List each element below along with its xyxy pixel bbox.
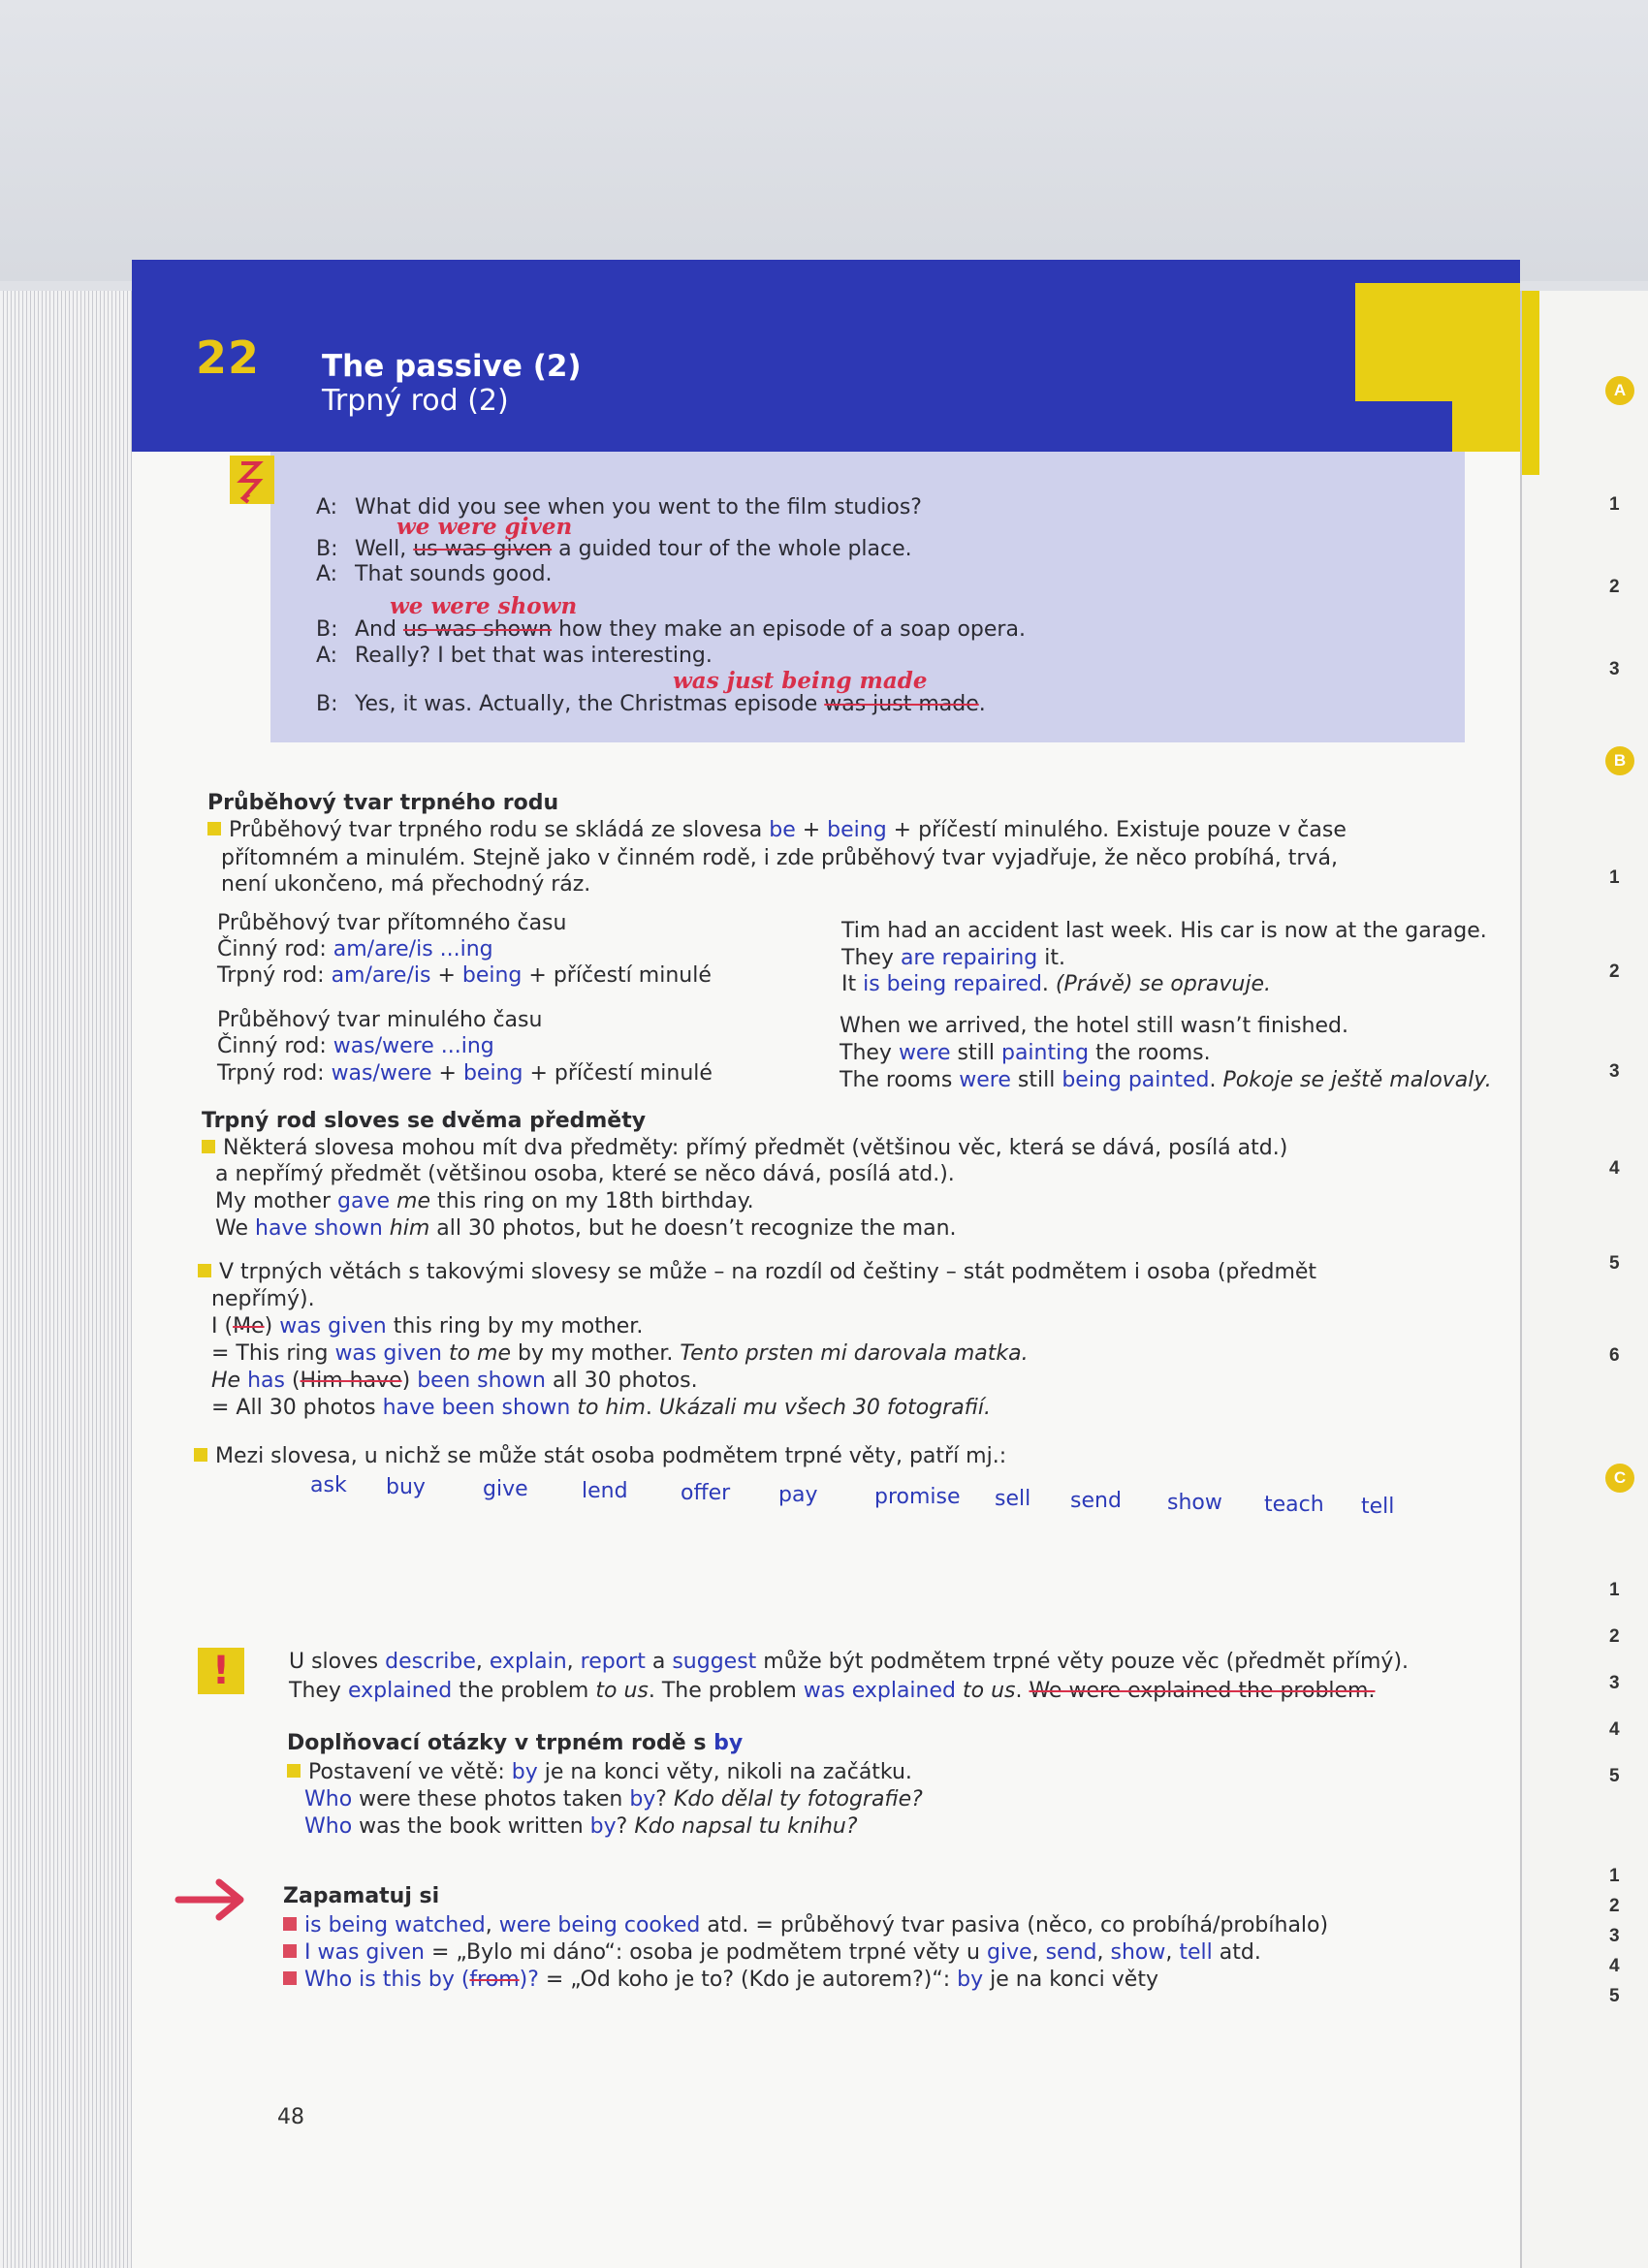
scan-background	[0, 0, 1648, 281]
emphasis: to me	[448, 1341, 511, 1366]
dialogue-line	[316, 644, 713, 668]
rule-text: a nepřímý předmět (většinou osoba, které se něco dává, posílá atd.).	[215, 1162, 955, 1186]
keyword: by	[957, 1968, 984, 1992]
keyword: tell	[1179, 1940, 1213, 1965]
text: ,	[485, 1913, 499, 1937]
text: ,	[566, 1650, 581, 1674]
text: +	[431, 1061, 463, 1086]
line-text: That sounds good.	[355, 562, 553, 586]
example-line: When we arrived, the hotel still wasn’t finished.	[840, 1014, 1348, 1038]
verb-item: promise	[874, 1485, 961, 1509]
exercise-number: 1	[1609, 867, 1620, 888]
text: by my mother.	[511, 1341, 681, 1366]
bullet-square	[194, 1448, 207, 1462]
text: = „Od koho je to? (Kdo je autorem?)“:	[538, 1968, 958, 1992]
text: ,	[1031, 1940, 1046, 1965]
exercise-number: 3	[1609, 1926, 1620, 1946]
text: this ring by my mother.	[386, 1314, 644, 1339]
keyword: have shown	[255, 1216, 383, 1241]
label: Činný rod:	[217, 1034, 333, 1058]
exercise-number: 5	[1609, 1986, 1620, 2006]
keyword: I was given	[304, 1940, 425, 1965]
verb-item: show	[1167, 1491, 1222, 1515]
text: )	[401, 1369, 418, 1393]
remember-heading: Zapamatuj si	[283, 1884, 440, 1908]
rule-text: přítomném a minulém. Stejně jako v činném rodě, i zde průběhový tvar vyjadřuje, že něco probíhá, trvá,	[221, 846, 1338, 870]
text: Mezi slovesa, u nichž se může stát osoba podmětem trpné věty, patří mj.:	[215, 1444, 1007, 1468]
emphasis: him	[389, 1216, 430, 1241]
section-heading	[287, 1731, 743, 1755]
section-heading: Průběhový tvar trpného rodu	[207, 791, 559, 815]
facing-page	[1520, 291, 1648, 2268]
subheading: Průběhový tvar minulého času	[217, 1008, 543, 1032]
text: all 30 photos, but he doesn’t recognize the man.	[429, 1216, 957, 1241]
unit-subtitle: Trpný rod (2)	[322, 384, 509, 418]
text: I (	[211, 1314, 234, 1339]
dialogue-line	[316, 617, 1026, 642]
text: Některá slovesa mohou mít dva předměty: přímý předmět (většinou věc, která se dává, posílá atd.)	[223, 1136, 1288, 1160]
keyword: show	[1110, 1940, 1166, 1965]
section-marker-a: A	[1605, 376, 1634, 405]
text: je na konci věty	[983, 1968, 1158, 1992]
translation: (Právě) se opravuje.	[1055, 972, 1271, 996]
unit-header	[132, 260, 1520, 452]
text: + příčestí minulého. Existuje pouze v čase	[886, 818, 1347, 842]
text: )	[264, 1314, 280, 1339]
keyword: was given	[334, 1341, 442, 1366]
line-text: Yes, it was. Actually, the Christmas episode	[355, 692, 825, 716]
text: They	[289, 1679, 348, 1703]
keyword: being painted	[1062, 1068, 1210, 1092]
translation: Kdo dělal ty fotografie?	[673, 1787, 923, 1811]
handwritten-correction: was just being made	[673, 668, 928, 694]
example-line	[304, 1814, 858, 1839]
line-text: Well,	[355, 537, 414, 561]
arrow-right-icon	[174, 1876, 248, 1923]
exercise-number: 4	[1609, 1956, 1620, 1976]
text: .	[645, 1396, 659, 1420]
keyword: Who is this by (	[304, 1968, 470, 1992]
keyword: were	[898, 1041, 951, 1065]
text: ?	[655, 1787, 674, 1811]
section-heading: Trpný rod sloves se dvěma předměty	[202, 1109, 647, 1133]
example-line	[211, 1314, 643, 1339]
keyword: send	[1045, 1940, 1097, 1965]
handwritten-correction: we were given	[396, 514, 573, 540]
rule-text: není ukončeno, má přechodný ráz.	[221, 872, 591, 897]
textbook-page	[132, 260, 1520, 2268]
text: We	[215, 1216, 255, 1241]
text: Postavení ve větě:	[308, 1760, 512, 1784]
translation: Pokoje se ještě malovaly.	[1222, 1068, 1492, 1092]
line-text: What did you see when you went to the film studios?	[355, 495, 922, 520]
exercise-number: 1	[1609, 1580, 1620, 1600]
line-text: And	[355, 617, 403, 642]
verb-item: send	[1070, 1489, 1122, 1513]
rule-text: nepřímý).	[211, 1287, 315, 1311]
form-row	[217, 1034, 494, 1058]
text: .	[1209, 1068, 1223, 1092]
text: = This ring	[211, 1341, 335, 1366]
text: was the book written	[352, 1814, 590, 1839]
text: the rooms.	[1089, 1041, 1211, 1065]
emphasis: to us	[595, 1679, 649, 1703]
text: = All 30 photos	[211, 1396, 383, 1420]
text: all 30 photos.	[545, 1369, 698, 1393]
label: Trpný rod:	[217, 963, 332, 988]
keyword: am/are/is	[331, 963, 431, 988]
exercise-number: 4	[1609, 1158, 1620, 1179]
example-line	[215, 1189, 754, 1213]
text: the problem	[452, 1679, 596, 1703]
line-text: how they make an episode of a soap opera.	[552, 617, 1026, 642]
text: .	[1015, 1679, 1030, 1703]
verb-item: tell	[1361, 1495, 1395, 1519]
struck-text: from	[469, 1968, 520, 1992]
rule-text	[207, 818, 1347, 842]
keyword: have been shown	[382, 1396, 571, 1420]
keyword: was/were ...ing	[333, 1034, 494, 1058]
translation: Tento prsten mi darovala matka.	[680, 1341, 1029, 1366]
speaker: B:	[316, 537, 338, 561]
text: They	[840, 1041, 899, 1065]
note-text	[289, 1650, 1409, 1674]
text: Průběhový tvar trpného rodu se skládá ze slovesa	[229, 818, 770, 842]
keyword: suggest	[672, 1650, 757, 1674]
bullet-square	[283, 1971, 297, 1985]
example-line	[840, 1068, 1492, 1092]
keyword: by	[629, 1787, 656, 1811]
text: (	[284, 1369, 301, 1393]
text: were these photos taken	[352, 1787, 630, 1811]
keyword: Who	[304, 1814, 353, 1839]
keyword: painting	[1000, 1041, 1090, 1065]
keyword: been shown	[417, 1369, 546, 1393]
dialogue-line	[316, 692, 986, 716]
rule-text	[198, 1260, 1316, 1284]
example-line	[211, 1341, 1029, 1366]
unit-title: The passive (2)	[322, 349, 582, 384]
example-line	[840, 1041, 1211, 1065]
speaker: A:	[316, 562, 338, 586]
text: ?	[616, 1814, 635, 1839]
book-page-edges	[0, 291, 145, 2268]
speaker: A:	[316, 644, 338, 668]
zigzag-icon	[230, 456, 274, 504]
bullet-square	[283, 1944, 297, 1958]
keyword: report	[580, 1650, 646, 1674]
text: a	[645, 1650, 673, 1674]
keyword: by	[511, 1760, 538, 1784]
keyword: was explained	[803, 1679, 956, 1703]
text: .	[1041, 972, 1056, 996]
text: + příčestí minulé	[522, 963, 712, 988]
text: it.	[1037, 946, 1065, 970]
exercise-number: 3	[1609, 1061, 1620, 1082]
bullet-square	[207, 822, 221, 835]
exercise-number: 6	[1609, 1345, 1620, 1366]
example-line	[211, 1396, 991, 1420]
example-line: Tim had an accident last week. His car is now at the garage.	[841, 919, 1487, 943]
text	[442, 1341, 449, 1366]
struck-text: Him have	[300, 1369, 402, 1393]
facing-page-yellow-bar	[1522, 291, 1539, 475]
text	[390, 1189, 396, 1213]
text: still	[1010, 1068, 1062, 1092]
line-text: Really? I bet that was interesting.	[355, 644, 713, 668]
translation: Ukázali mu všech 30 fotografií.	[658, 1396, 991, 1420]
text: +	[430, 963, 462, 988]
text: = „Bylo mi dáno“: osoba je podmětem trpné věty u	[425, 1940, 987, 1965]
bullet-square	[287, 1764, 301, 1778]
exercise-number: 5	[1609, 1766, 1620, 1786]
form-row	[217, 963, 712, 988]
text: They	[841, 946, 901, 970]
keyword: was given	[279, 1314, 387, 1339]
section-marker-c: C	[1605, 1464, 1634, 1493]
keyword: were being cooked	[498, 1913, 701, 1937]
section-marker-b: B	[1605, 746, 1634, 775]
keyword: give	[986, 1940, 1032, 1965]
translation: Kdo napsal tu knihu?	[634, 1814, 858, 1839]
text: this ring on my 18th birthday.	[430, 1189, 754, 1213]
keyword: explain	[489, 1650, 567, 1674]
keyword: was/were	[331, 1061, 432, 1086]
exercise-number: 1	[1609, 494, 1620, 515]
text: je na konci věty, nikoli na začátku.	[537, 1760, 912, 1784]
verb-item: lend	[582, 1479, 628, 1503]
keyword: are repairing	[900, 946, 1038, 970]
emphasis: to us	[962, 1679, 1016, 1703]
text: atd. = průběhový tvar pasiva (něco, co probíhá/probíhalo)	[700, 1913, 1329, 1937]
text: může být podmětem trpné věty pouze věc (předmět přímý).	[756, 1650, 1410, 1674]
exercise-number: 4	[1609, 1719, 1620, 1740]
rule-text	[202, 1136, 1287, 1160]
speaker: A:	[316, 495, 338, 520]
exercise-number: 5	[1609, 1253, 1620, 1274]
keyword: being	[461, 963, 523, 988]
keyword: being	[827, 818, 887, 842]
emphasis: He	[211, 1369, 241, 1393]
keyword: being	[462, 1061, 523, 1086]
form-row	[217, 937, 493, 961]
keyword: is being repaired	[863, 972, 1042, 996]
exercise-number: 2	[1609, 961, 1620, 982]
dialogue-line	[316, 562, 553, 586]
verb-item: buy	[386, 1475, 426, 1499]
dialogue-line	[316, 537, 912, 561]
struck-text: was just made	[824, 692, 979, 716]
label: Trpný rod:	[217, 1061, 332, 1086]
text: Doplňovací otázky v trpném rodě s	[287, 1731, 714, 1755]
exercise-number: 1	[1609, 1866, 1620, 1886]
text: . The problem	[648, 1679, 804, 1703]
keyword: am/are/is ...ing	[333, 937, 493, 961]
keyword: be	[769, 818, 796, 842]
page-number: 48	[277, 2105, 304, 2129]
keyword: by	[589, 1814, 617, 1839]
text: atd.	[1212, 1940, 1261, 1965]
line-text: .	[978, 692, 986, 716]
keyword: explained	[347, 1679, 453, 1703]
line-text: a guided tour of the whole place.	[552, 537, 912, 561]
header-blue-notch	[1355, 401, 1452, 452]
label: Činný rod:	[217, 937, 333, 961]
rule-text	[194, 1444, 1006, 1468]
text: ,	[475, 1650, 490, 1674]
struck-text: us was given	[413, 537, 553, 561]
bullet-square	[202, 1140, 215, 1153]
exercise-number: 3	[1609, 659, 1620, 679]
form-row	[217, 1061, 713, 1086]
note-example	[289, 1679, 1375, 1703]
text: My mother	[215, 1189, 338, 1213]
text: + příčestí minulé	[523, 1061, 713, 1086]
speaker: B:	[316, 692, 338, 716]
emphasis: me	[396, 1189, 431, 1213]
text: The rooms	[840, 1068, 960, 1092]
bullet-square	[198, 1264, 211, 1277]
keyword: by	[713, 1731, 744, 1755]
keyword: gave	[337, 1189, 391, 1213]
keyword: is being watched	[304, 1913, 486, 1937]
text: ,	[1096, 1940, 1111, 1965]
subheading: Průběhový tvar přítomného času	[217, 911, 567, 935]
text: ,	[1165, 1940, 1180, 1965]
keyword: describe	[385, 1650, 476, 1674]
text: U sloves	[289, 1650, 386, 1674]
keyword: Who	[304, 1787, 353, 1811]
remember-item	[283, 1913, 1328, 1937]
struck-text: We were explained the problem.	[1029, 1679, 1376, 1703]
text: V trpných větách s takovými slovesy se může – na rozdíl od češtiny – stát podmětem i osoba (předmět	[219, 1260, 1317, 1284]
speaker: B:	[316, 617, 338, 642]
handwritten-correction: we were shown	[390, 593, 578, 619]
unit-number: 22	[196, 331, 261, 384]
example-line	[841, 972, 1271, 996]
remember-item	[283, 1940, 1261, 1965]
emphasis: to him	[577, 1396, 646, 1420]
verb-item: pay	[778, 1483, 818, 1507]
keyword: )?	[519, 1968, 539, 1992]
struck-text: Me	[233, 1314, 265, 1339]
verb-item: give	[483, 1477, 528, 1501]
example-line	[215, 1216, 957, 1241]
text: +	[795, 818, 828, 842]
bullet-square	[283, 1917, 297, 1931]
struck-text: us was shown	[402, 617, 553, 642]
exercise-number: 2	[1609, 577, 1620, 597]
text	[383, 1216, 390, 1241]
example-line	[304, 1787, 923, 1811]
example-line	[211, 1369, 698, 1393]
keyword: has	[247, 1369, 285, 1393]
exclamation-icon: !	[198, 1648, 244, 1694]
remember-item	[283, 1968, 1158, 1992]
verb-item: ask	[310, 1473, 347, 1497]
text: still	[950, 1041, 1001, 1065]
verb-item: offer	[681, 1481, 731, 1505]
exercise-number: 2	[1609, 1896, 1620, 1916]
verb-item: sell	[995, 1487, 1031, 1511]
keyword: were	[959, 1068, 1011, 1092]
verb-item: teach	[1264, 1493, 1324, 1517]
text	[956, 1679, 963, 1703]
example-line	[841, 946, 1065, 970]
text: It	[841, 972, 864, 996]
rule-text	[287, 1760, 912, 1784]
exercise-number: 3	[1609, 1673, 1620, 1693]
exercise-number: 2	[1609, 1626, 1620, 1647]
